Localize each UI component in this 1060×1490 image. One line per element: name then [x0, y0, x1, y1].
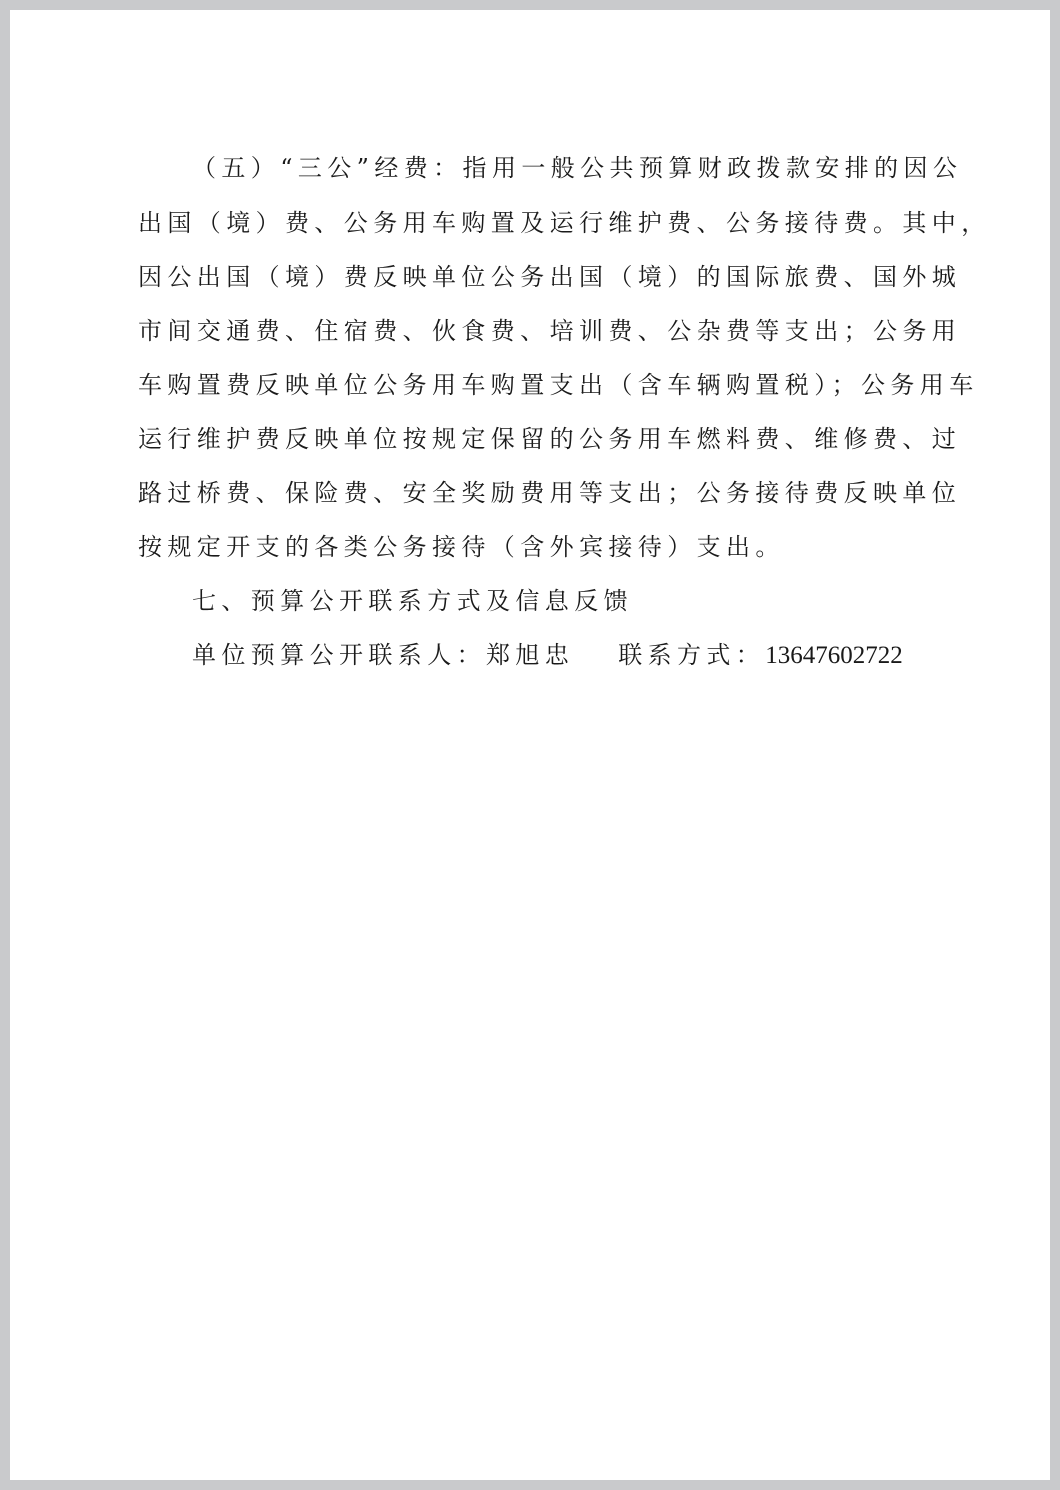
contact-line	[192, 639, 992, 672]
contact-phone: 13647602722	[765, 642, 903, 669]
paragraph-line-7: 路过桥费、保险费、安全奖励费用等支出；公务接待费反映单位	[138, 479, 962, 507]
paragraph-line-8: 按规定开支的各类公务接待（含外宾接待）支出。	[138, 533, 785, 561]
section-7-heading: 七、预算公开联系方式及信息反馈	[192, 587, 633, 615]
contact-person-name: 郑旭忠	[486, 641, 575, 669]
contact-method-label: 联系方式：	[618, 641, 766, 669]
paragraph-line-4: 市间交通费、住宿费、伙食费、培训费、公杂费等支出；公务用	[138, 317, 962, 345]
contact-person-label: 单位预算公开联系人：	[192, 641, 486, 669]
paragraph-line-3: 因公出国（境）费反映单位公务出国（境）的国际旅费、国外城	[138, 263, 962, 291]
paragraph-line-5: 车购置费反映单位公务用车购置支出（含车辆购置税）；公务用车	[138, 371, 979, 399]
paragraph-line-2: 出国（境）费、公务用车购置及运行维护费、公务接待费。其中，	[138, 209, 991, 237]
document-page	[10, 10, 1050, 1480]
paragraph-line-1: （五）“三公”经费：指用一般公共预算财政拨款安排的因公	[192, 154, 963, 182]
paragraph-line-6: 运行维护费反映单位按规定保留的公务用车燃料费、维修费、过	[138, 425, 962, 453]
